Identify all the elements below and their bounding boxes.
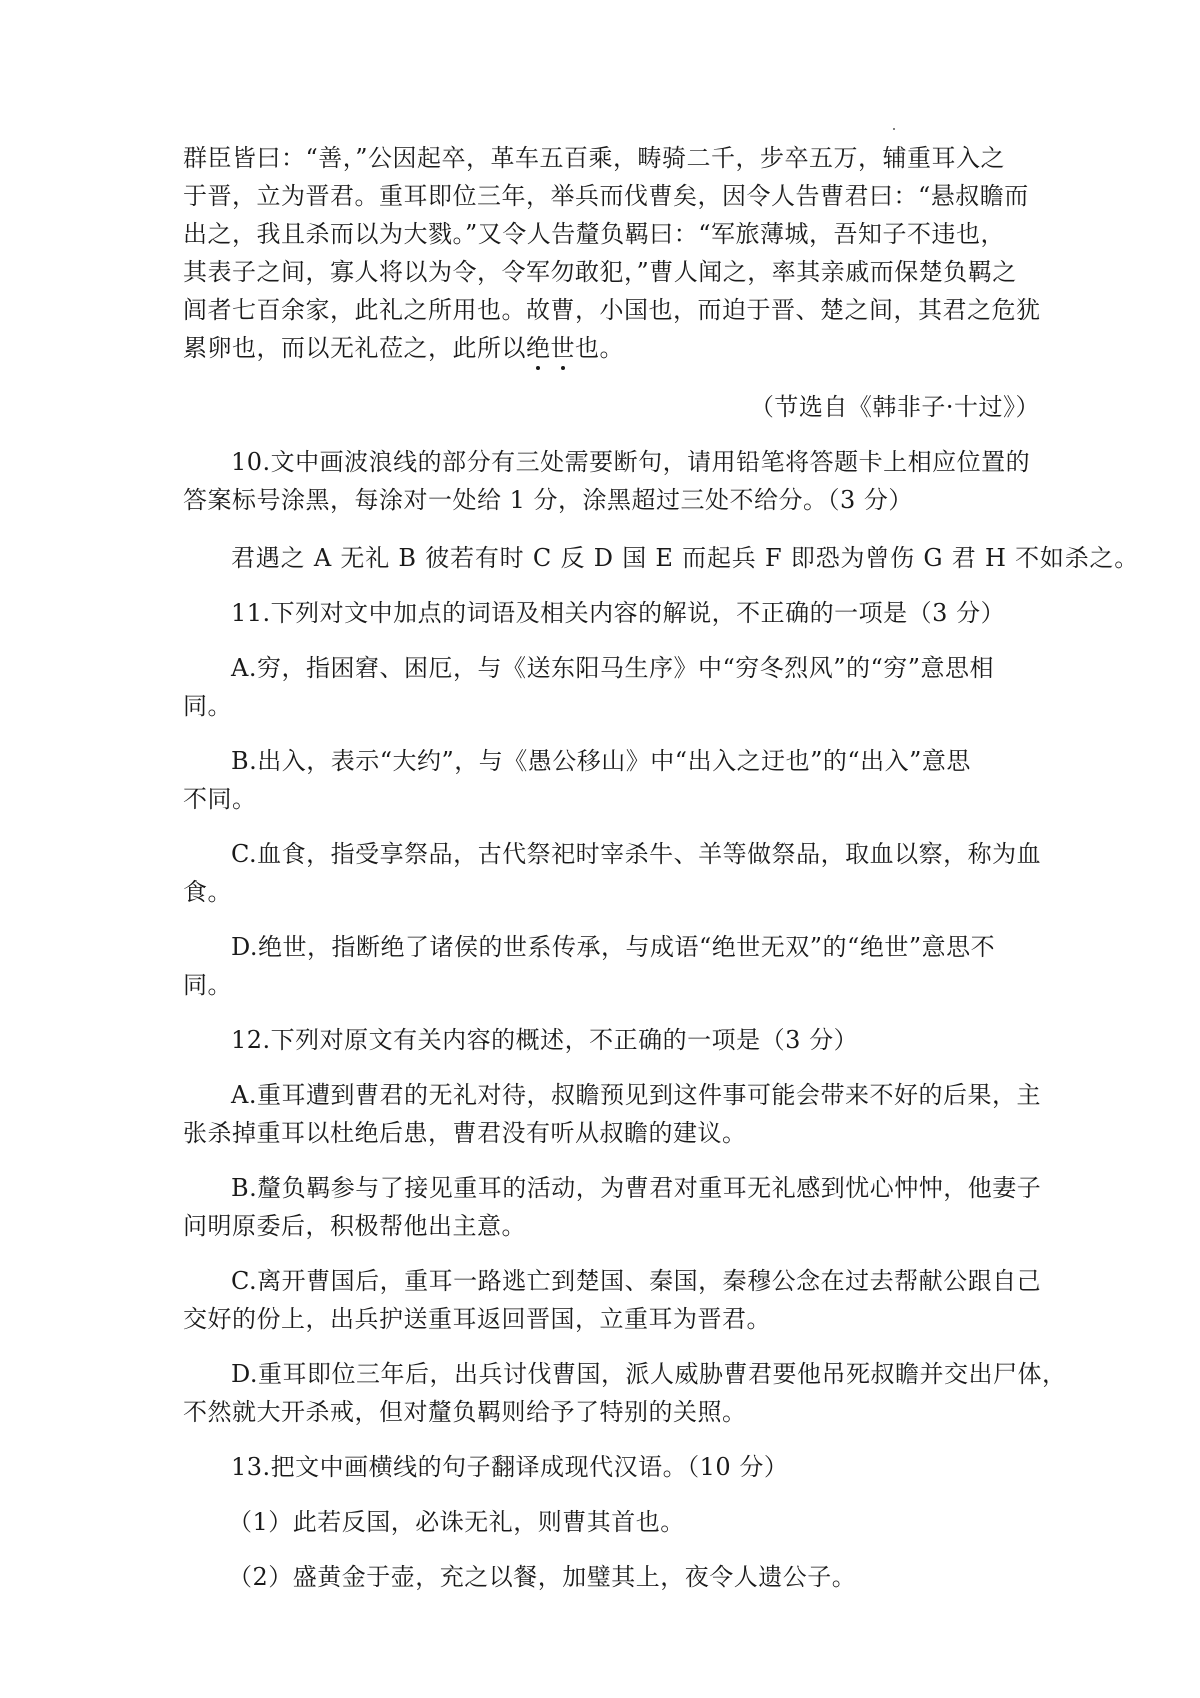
passage-text: 累卵也，而以无礼莅之，此所以 [183, 334, 526, 362]
question-11-option-b-cont: 不同。 [183, 785, 257, 813]
question-12-option-a-cont: 张杀掉重耳以杜绝后患，曹君没有听从叔瞻的建议。 [183, 1119, 747, 1147]
question-13-stem: 13.把文中画横线的句子翻译成现代汉语。（10 分） [231, 1453, 789, 1481]
question-12-option-b-cont: 问明原委后，积极帮他出主意。 [183, 1212, 526, 1240]
passage-line: 其表子之间，寡人将以为令，令军勿敢犯，”曹人闻之，率其亲戚而保楚负羁之 [183, 258, 1017, 286]
question-12-option-d-cont: 不然就大开杀戒，但对釐负羁则给予了特别的关照。 [183, 1398, 747, 1426]
question-12-stem: 12.下列对原文有关内容的概述，不正确的一项是（3 分） [231, 1026, 859, 1054]
question-13-item-2: （2）盛黄金于壶，充之以餐，加璧其上，夜令人遗公子。 [228, 1563, 857, 1591]
question-11-option-a-cont: 同。 [183, 692, 232, 720]
source-citation: （节选自《韩非子·十过》） [749, 393, 1040, 421]
dotted-char: 世 [550, 334, 575, 362]
question-10-stem: 10.文中画波浪线的部分有三处需要断句，请用铅笔将答题卡上相应位置的 [231, 448, 1031, 476]
scan-speck [893, 128, 895, 130]
question-11-stem: 11.下列对文中加点的词语及相关内容的解说，不正确的一项是（3 分） [231, 599, 1006, 627]
dotted-char: 绝 [526, 334, 551, 362]
passage-line: 于晋，立为晋君。重耳即位三年，举兵而伐曹矣，因令人告曹君曰：“悬叔瞻而 [183, 182, 1029, 210]
passage-line: 群臣皆曰：“善，”公因起卒，革车五百乘，畴骑二千，步卒五万，辅重耳入之 [183, 144, 1006, 172]
question-11-option-c-cont: 食。 [183, 878, 232, 906]
passage-text: 也。 [575, 334, 624, 362]
question-12-option-d: D.重耳即位三年后，出兵讨伐曹国，派人威胁曹君要他吊死叔瞻并交出尸体， [231, 1360, 1067, 1388]
question-12-option-c-cont: 交好的份上，出兵护送重耳返回晋国，立重耳为晋君。 [183, 1305, 771, 1333]
passage-last-line [183, 330, 1043, 366]
question-12-option-b: B.釐负羁参与了接见重耳的活动，为曹君对重耳无礼感到忧心忡忡，他妻子 [231, 1174, 1042, 1202]
question-11-option-a: A.穷，指困窘、困厄，与《送东阳马生序》中“穷冬烈风”的“穷”意思相 [231, 654, 995, 682]
passage-line: 闾者七百余家，此礼之所用也。故曹，小国也，而迫于晋、楚之间，其君之危犹 [183, 296, 1041, 324]
question-13-item-1: （1）此若反国，必诛无礼，则曹其首也。 [228, 1508, 685, 1536]
question-12-option-a: A.重耳遭到曹君的无礼对待，叔瞻预见到这件事可能会带来不好的后果，主 [231, 1081, 1041, 1109]
question-12-option-c: C.离开曹国后，重耳一路逃亡到楚国、秦国，秦穆公念在过去帮献公跟自己 [231, 1267, 1042, 1295]
passage-line: 出之，我且杀而以为大戮。”又令人告釐负羁曰：“军旅薄城，吾知子不违也， [183, 220, 1006, 248]
question-10-sentence: 君遇之 A 无礼 B 彼若有时 C 反 D 国 E 而起兵 F 即恐为曾伤 G 君 H 不如杀之。 [231, 544, 1140, 572]
question-10-stem-cont: 答案标号涂黑，每涂对一处给 1 分，涂黑超过三处不给分。（3 分） [183, 486, 913, 514]
question-11-option-d: D.绝世，指断绝了诸侯的世系传承，与成语“绝世无双”的“绝世”意思不 [231, 933, 996, 961]
question-11-option-d-cont: 同。 [183, 971, 232, 999]
question-11-option-b: B.出入，表示“大约”，与《愚公移山》中“出入之迂也”的“出入”意思 [231, 747, 971, 775]
question-11-option-c: C.血食，指受享祭品，古代祭祀时宰杀牛、羊等做祭品，取血以察，称为血 [231, 840, 1042, 868]
